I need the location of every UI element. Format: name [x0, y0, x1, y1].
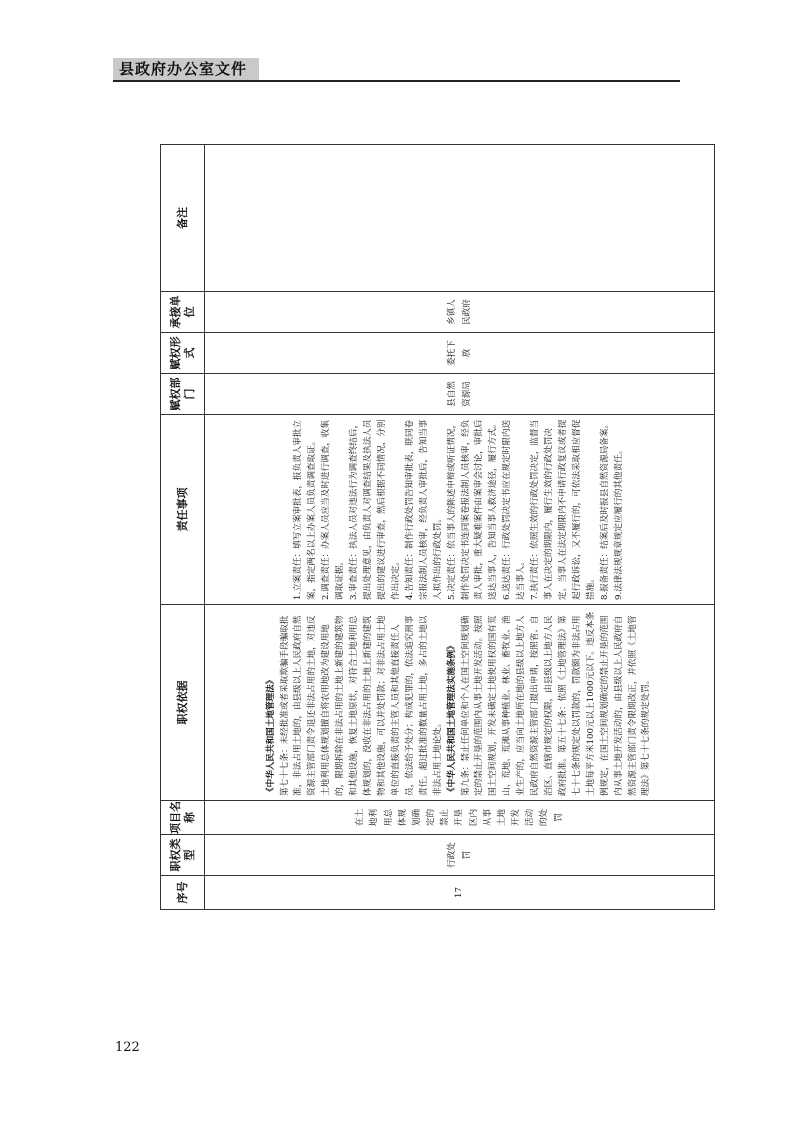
col-header-name: 项目名称	[161, 801, 205, 835]
cell-unit: 乡镇人民政府	[205, 292, 715, 333]
duty-content	[289, 415, 629, 604]
col-header-dept: 赋权部门	[161, 374, 205, 415]
header-rule	[113, 80, 680, 82]
duty-item: 6.送达责任：行政处罚决定书应在规定时限内送达当事人。	[502, 419, 527, 600]
law2-text: 第九条：禁止任何单位和个人在国土空间规划确定的禁止开垦的范围内从事土地开发活动。按照国土空间规划，开发未确定土地使用权的国有荒山、荒地、荒滩从事种植业、林业、畜牧业、渔业生产的，应当向土地所在地的县级以上地方人民政府自然资源主管部门提出申请，按照省、自治区、直辖市规定的权限，由县级以上地方人民政府批准。第五十七条：依照《土地管理法》第七十七条的规定处以罚款的，罚款额为非法占用土地每平方米100元以上1000元以下。违反本条例规定，在国土空间规划确定的禁止开垦的范围内从事土地开发活动的，由县级以上人民政府自然资源主管部门责令限期改正，并依照《土地管理法》第七十七条的规定处罚。	[460, 611, 652, 796]
rotated-table	[160, 145, 715, 910]
duty-item: 5.决定责任：依当事人的陈述申辩或听证情况，制作处罚决定书连同案卷报法制人员核审，经负责人审批，重大疑难案件由案审会讨论，审批后送达当事人，告知当事人救济途径，履行方式。	[446, 419, 499, 600]
cell-form: 委托下放	[205, 333, 715, 374]
page-number: 122	[115, 1040, 140, 1055]
col-header-basis: 职权依据	[161, 605, 205, 801]
cell-name: 在土地利用总体规划确定的禁止开垦区内从事土地开发活动的处罚	[205, 801, 715, 835]
cell-note	[205, 145, 715, 292]
col-header-type: 职权类型	[161, 835, 205, 876]
duty-item: 4.告知责任：制作行政处罚告知审批表，联同卷宗报法制人员核审，经负责人审批后，告知当事人拟作出的行政处罚。	[404, 419, 443, 600]
cell-duty	[205, 415, 715, 605]
law1-text: 第七十七条：未经批准或者采取欺骗手段骗取批准，非法占用土地的，由县级以上人民政府自然资源主管部门责令退还非法占用的土地，对违反土地利用总体规划擅自将农用地改为建设用地的，限期拆除在非法占用的土地上新建的建筑物和其他设施，恢复土地原状，对符合土地利用总体规划的，没收在非法占用的土地上新建的建筑物和其他设施，可以并处罚款；对非法占用土地单位的直接负责的主管人员和其他直接责任人员，依法给予处分；构成犯罪的，依法追究刑事责任。超过批准的数量占用土地，多占的土地以非法占用土地论处。	[279, 615, 443, 796]
duty-item: 8.报备责任：结案后及时报县自然资源局备案。	[599, 419, 610, 600]
cell-dept: 县自然资源局	[205, 374, 715, 415]
law1-title: 《中华人民共和国土地管理法》	[265, 675, 276, 796]
authority-table	[160, 144, 715, 910]
duty-item: 9.法律法规规章规定应履行的其他责任。	[613, 445, 624, 600]
cell-type: 行政处罚	[205, 835, 715, 876]
cell-seq: 17	[205, 876, 715, 910]
cell-basis	[205, 605, 715, 801]
rotated-table-container	[160, 145, 715, 910]
duty-item: 3.审查责任：执法人员对违法行为调查终结后，提出处理意见，由负责人对调查结果及执法人员提出的建议进行审查，然后根据不同情况，分别作出决定。	[349, 419, 401, 600]
col-header-form: 赋权形式	[161, 333, 205, 374]
col-header-duty: 责任事项	[161, 415, 205, 605]
duty-item: 1.立案责任：填写立案审批表，报负责人审批立案，指定两名以上办案人员负责调查取证。	[293, 419, 318, 600]
page-header	[113, 58, 680, 82]
basis-content	[262, 605, 658, 800]
duty-item: 7.执行责任：依照生效的行政处罚决定，监督当事人在决定的期限内，履行生效的行政处罚决定。当事人在法定期限内不申请行政复议或者提起行政诉讼，又不履行的，可依法采取相应督促措施。	[530, 419, 596, 600]
duty-item: 2.调查责任：办案人员应当及时进行调查，收集调取证据。	[321, 419, 346, 600]
table-row	[205, 145, 715, 910]
law2-title: 《中华人民共和国土地管理法实施条例》	[446, 641, 457, 796]
table-header-row	[161, 145, 205, 910]
col-header-seq: 序号	[161, 876, 205, 910]
header-title: 县政府办公室文件	[113, 58, 259, 80]
col-header-unit: 承接单位	[161, 292, 205, 333]
col-header-note: 备注	[161, 145, 205, 292]
